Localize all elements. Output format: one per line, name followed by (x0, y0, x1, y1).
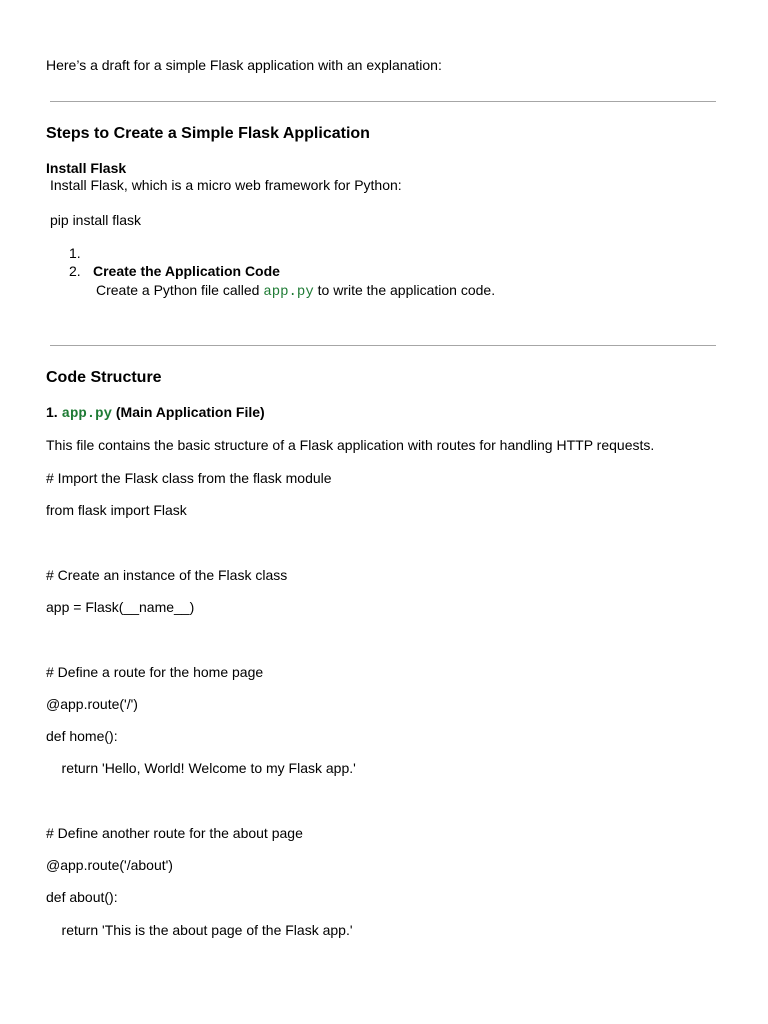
install-command: pip install flask (50, 212, 142, 228)
divider-1 (50, 101, 716, 102)
code-line: # Define another route for the about page (46, 825, 303, 841)
code-line: return 'This is the about page of the Flask app.' (46, 922, 353, 938)
code-line: # Create an instance of the Flask class (46, 567, 288, 583)
list-item-1-number: 1. (69, 245, 81, 261)
list-item-2-desc-after: to write the application code. (313, 282, 496, 298)
divider-2 (50, 345, 716, 346)
list-item-2-title: Create the Application Code (93, 263, 280, 279)
list-item-2-description (96, 282, 495, 300)
app-py-code-inline: app.py (263, 284, 314, 300)
code-line: from flask import Flask (46, 502, 187, 518)
code-line: return 'Hello, World! Welcome to my Flask app.' (46, 760, 356, 776)
file-label: (Main Application File) (112, 404, 265, 420)
list-item-2-number: 2. (69, 263, 81, 279)
install-title: Install Flask (46, 160, 127, 176)
file-heading (46, 404, 265, 422)
intro-text: Here’s a draft for a simple Flask application with an explanation: (46, 57, 442, 73)
code-line: @app.route('/about') (46, 857, 173, 873)
code-line: # Import the Flask class from the flask module (46, 470, 332, 486)
list-item-2-desc-before: Create a Python file called (96, 282, 264, 298)
code-line: def about(): (46, 889, 118, 905)
code-line: def home(): (46, 728, 118, 744)
code-line: @app.route('/') (46, 696, 138, 712)
code-structure-heading: Code Structure (46, 369, 162, 386)
steps-heading: Steps to Create a Simple Flask Application (46, 125, 370, 142)
file-number: 1. (46, 404, 62, 420)
file-description: This file contains the basic structure of a Flask application with routes for handling HTTP requests. (46, 437, 655, 453)
code-line: app = Flask(__name__) (46, 599, 195, 615)
install-description: Install Flask, which is a micro web framework for Python: (50, 177, 402, 193)
code-line: # Define a route for the home page (46, 664, 264, 680)
file-code-name: app.py (61, 406, 112, 422)
